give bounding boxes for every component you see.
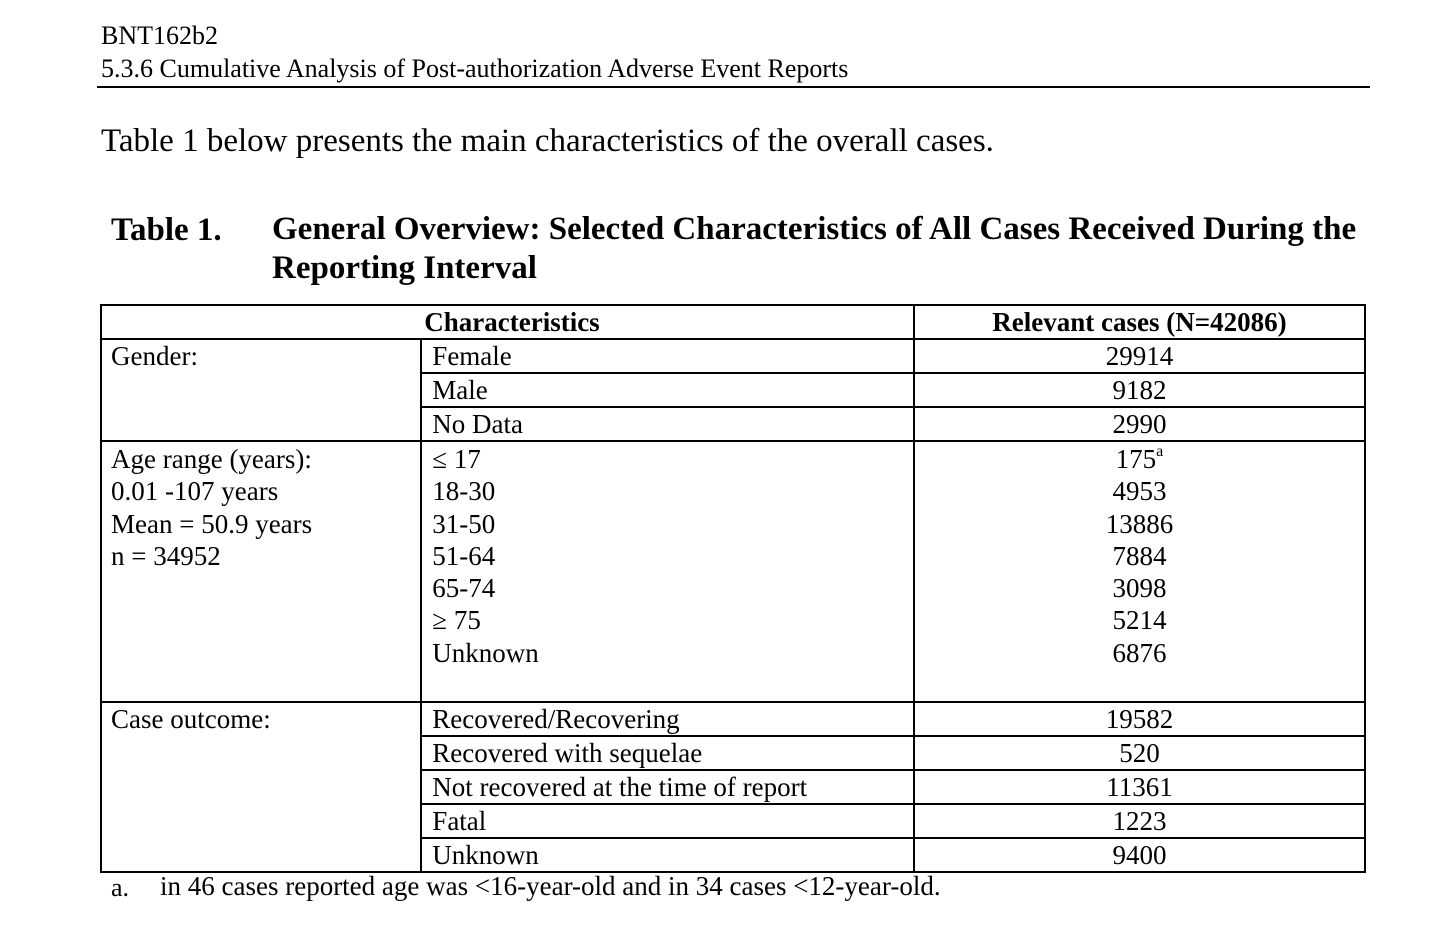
row-name: Recovered/Recovering	[421, 702, 914, 736]
age-range-value	[915, 443, 1364, 475]
row-value: 9400	[914, 838, 1365, 872]
row-name: Not recovered at the time of report	[421, 770, 914, 804]
row-value: 1223	[914, 804, 1365, 838]
row-name: Female	[421, 339, 914, 373]
footnote-mark: a.	[111, 873, 130, 902]
age-range-values	[914, 441, 1365, 702]
age-range-name: Unknown	[432, 637, 539, 668]
row-name: Fatal	[421, 804, 914, 838]
age-range-value: 7884	[1112, 540, 1167, 571]
section-heading: 5.3.6 Cumulative Analysis of Post-authorization Adverse Event Reports	[101, 54, 849, 83]
row-name: Unknown	[421, 838, 914, 872]
header-characteristics: Characteristics	[101, 305, 914, 339]
row-value: 11361	[914, 770, 1365, 804]
age-range-name: ≤ 17	[432, 444, 481, 474]
age-label	[101, 441, 421, 702]
header-rule	[97, 86, 1370, 88]
gender-label: Gender:	[101, 339, 421, 441]
age-range-value: 6876	[1112, 637, 1167, 668]
age-range-name: 65-74	[432, 573, 496, 604]
row-value: 520	[914, 736, 1365, 770]
age-range-names	[421, 441, 914, 702]
age-range-value: 5214	[1112, 605, 1167, 636]
table-title: General Overview: Selected Characteristics of All Cases Received During the Reporting Interval	[272, 211, 1357, 286]
intro-paragraph: Table 1 below presents the main characteristics of the overall cases.	[101, 123, 994, 159]
footnote-marker: a	[1156, 443, 1164, 460]
row-name: Recovered with sequelae	[421, 736, 914, 770]
document-product-name: BNT162b2	[101, 21, 218, 50]
row-name: No Data	[421, 407, 914, 441]
row-value: 9182	[914, 373, 1365, 407]
row-name: Male	[421, 373, 914, 407]
age-range-value: 4953	[1112, 476, 1167, 507]
characteristics-table	[100, 304, 1366, 873]
age-label-line: 0.01 -107 years	[111, 476, 279, 507]
row-value: 29914	[914, 339, 1365, 373]
age-range-name: ≥ 75	[432, 605, 481, 636]
table-row	[101, 702, 1365, 736]
age-range-name: 18-30	[432, 476, 496, 507]
outcome-label: Case outcome:	[101, 702, 421, 872]
age-range-name: 31-50	[432, 508, 496, 539]
footnote-text: in 46 cases reported age was <16-year-old and in 34 cases <12-year-old.	[160, 871, 941, 901]
table-row	[101, 339, 1365, 373]
age-range-value: 13886	[1105, 508, 1174, 539]
table-number: Table 1.	[111, 212, 222, 248]
age-range-value: 3098	[1112, 573, 1167, 604]
age-group-row	[101, 441, 1365, 702]
age-label-line: n = 34952	[111, 540, 221, 571]
age-range-value-number: 175	[1115, 444, 1157, 474]
age-label-line: Mean = 50.9 years	[111, 508, 313, 539]
age-range-name: 51-64	[432, 540, 496, 571]
table-header-row	[101, 305, 1365, 339]
header-relevant-cases: Relevant cases (N=42086)	[914, 305, 1365, 339]
row-value: 19582	[914, 702, 1365, 736]
row-value: 2990	[914, 407, 1365, 441]
age-label-line: Age range (years):	[111, 444, 312, 474]
